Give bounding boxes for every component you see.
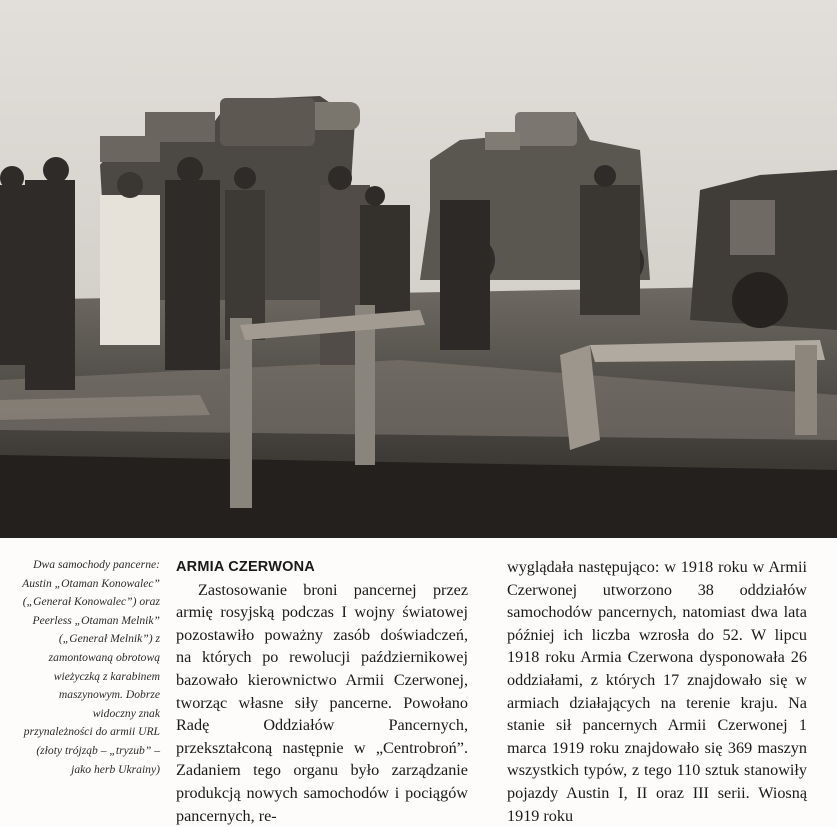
paragraph: Zastosowanie broni pancernej przez armię rosyjską podczas I wojny światowej pozostawiło poważny zasób doświadczeń, na których po rewolucji październikowej bazowało kierownictwo Armii Czerwonej, tworząc własne siły pancerne. Powołano Radę Oddziałów Pancernych, przekształconą następnie w „Centrobroń”. Zadaniem tego organu było zarządzanie produkcją nowych samochodów i pociągów pancernych, re- <box>176 580 468 825</box>
paragraph-continued: wyglądała następująco: w 1918 roku w Armii Czerwonej utworzono 38 oddziałów samochodów pancernych, natomiast dwa lata później ich liczba wzrosła do 52. W lipcu 1918 roku Armia Czerwona dysponowała 26 oddziałami, z których 17 znajdowało się w armiach działających na terenie kraju. Na stanie sił pancernych Armii Czerwonej 1 marca 1919 roku znajdowało się 369 maszyn wszystkich typów, z tego 110 sztuk stanowiły pojazdy Austin I, II oraz III serii. Wiosną 1919 roku <box>507 558 807 825</box>
article-column-1 <box>176 556 468 827</box>
article-column-2 <box>507 556 807 827</box>
photo-caption <box>22 556 160 779</box>
section-heading: ARMIA CZERWONA <box>176 559 315 575</box>
caption-text: Dwa samochody pancerne: Austin „Otaman Konowalec” („Generał Konowalec”) oraz Peerless „Otaman Melnik” („Generał Melnik”) z zamontowaną obrotową wieżyczką z karabinem maszynowym. Dobrze widoczny znak przynależności do armii URL (złoty trójząb – „tryzub” – jako herb Ukrainy) <box>22 558 160 776</box>
vehicles-right <box>690 170 837 330</box>
